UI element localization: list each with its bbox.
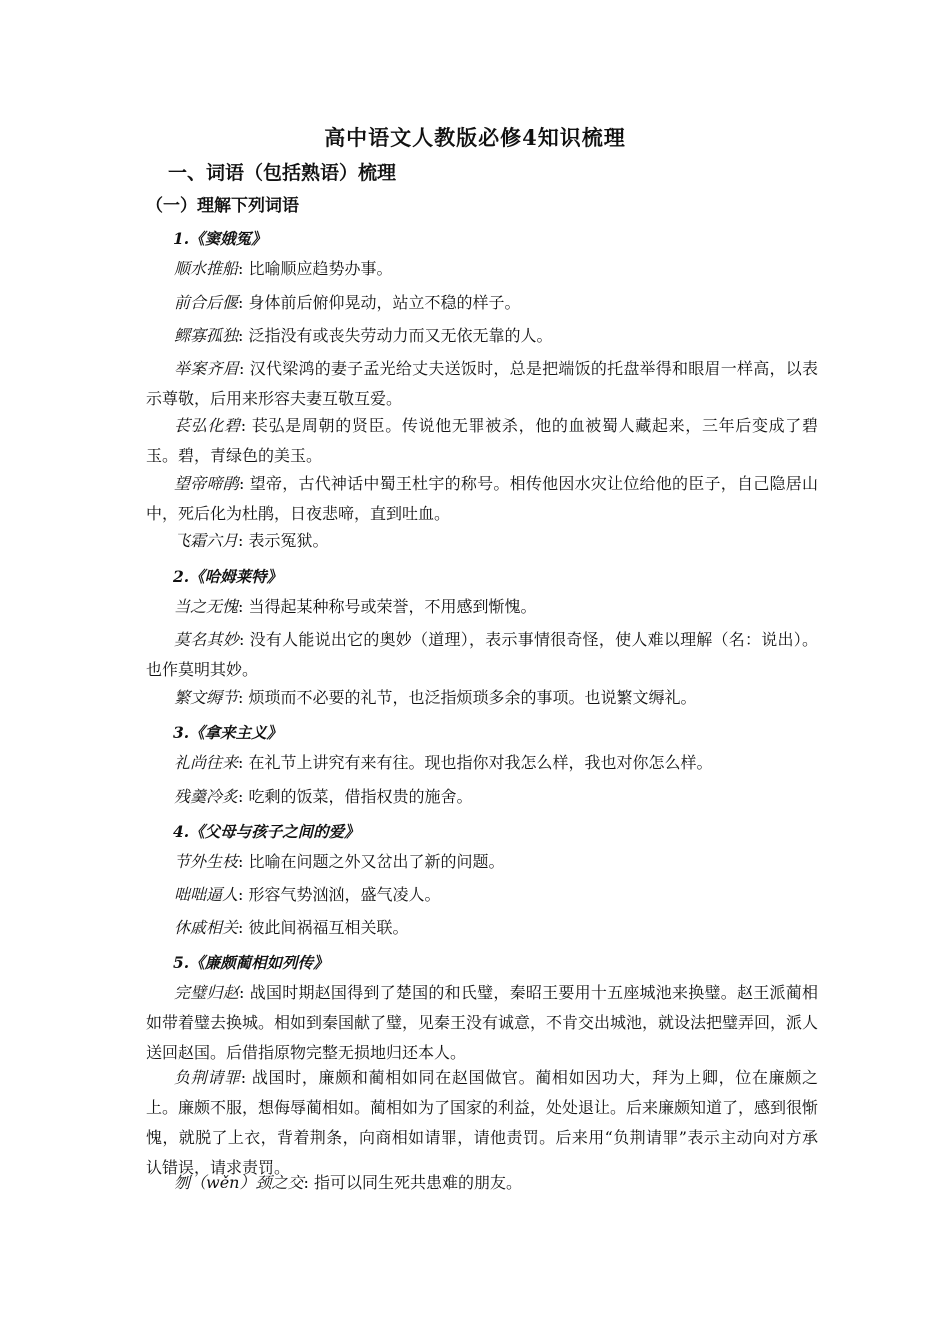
vocab-entry: 飞霜六月: 表示冤狱。 — [174, 531, 329, 550]
entry-term: 莫名其妙 — [174, 630, 239, 649]
entry-term: 顺水推船 — [174, 259, 239, 278]
vocab-entry: 举案齐眉: 汉代梁鸿的妻子孟光给丈夫送饭时，总是把端饭的托盘举得和眼眉一样高，以表示尊敬，后用来形容夫妻互敬互爱。 — [146, 359, 818, 408]
entry-definition: 彼此间祸福互相关联。 — [248, 918, 409, 937]
heading-level-2: （一）理解下列词语 — [146, 196, 299, 216]
vocab-entry: 繁文缛节: 烦琐而不必要的礼节，也泛指烦琐多余的事项。也说繁文缛礼。 — [174, 688, 697, 707]
vocab-entry: 刎（wěn）颈之交: 指可以同生死共患难的朋友。 — [174, 1173, 522, 1192]
section-title-nalai-zhuyi: 3.《拿来主义》 — [173, 723, 283, 742]
entry-term: 刎（wěn）颈之交 — [174, 1173, 304, 1192]
vocab-entry: 礼尚往来: 在礼节上讲究有来有往。现也指你对我怎么样，我也对你怎么样。 — [174, 753, 713, 772]
entry-term: 举案齐眉 — [174, 359, 239, 378]
vocab-entry: 负荆请罪: 战国时，廉颇和蔺相如同在赵国做官。蔺相如因功大，拜为上卿，位在廉颇之上。廉颇不服，想侮辱蔺相如。蔺相如为了国家的利益，处处退让。后来廉颇知道了，感到很惭愧，就脱了上衣，背着荆条，向商相如请罪，请他责罚。后来用“负荆请罪”表示主动向对方承认错误，请求责罚。 — [146, 1068, 819, 1177]
entry-definition: 战国时期赵国得到了楚国的和氏璧，秦昭王要用十五座城池来换璧。赵王派蔺相如带着璧去换城。相如到秦国献了璧，见秦王没有诚意，不肯交出城池，就设法把璧弄回，派人送回赵国。后借指原物完整无损地归还本人。 — [146, 983, 819, 1062]
entry-definition: 战国时，廉颇和蔺相如同在赵国做官。蔺相如因功大，拜为上卿，位在廉颇之上。廉颇不服，想侮辱蔺相如。蔺相如为了国家的利益，处处退让。后来廉颇知道了，感到很惭愧，就脱了上衣，背着荆条，向商相如请罪，请他责罚。后来用“负荆请罪”表示主动向对方承认错误，请求责罚。 — [146, 1068, 819, 1177]
vocab-entry: 苌弘化碧: 苌弘是周朝的贤臣。传说他无罪被杀，他的血被蜀人藏起来，三年后变成了碧玉。碧，青绿色的美玉。 — [146, 416, 818, 465]
entry-term: 飞霜六月 — [174, 531, 239, 550]
vocab-entry: 鳏寡孤独: 泛指没有或丧失劳动力而又无依无靠的人。 — [174, 326, 553, 345]
entry-definition: 在礼节上讲究有来有往。现也指你对我怎么样，我也对你怎么样。 — [248, 753, 713, 772]
entry-definition: 比喻顺应趋势办事。 — [248, 259, 393, 278]
vocab-entry: 莫名其妙: 没有人能说出它的奥妙（道理），表示事情很奇怪，使人难以理解（名：说出）。也作莫明其妙。 — [146, 630, 818, 679]
entry-definition: 汉代梁鸿的妻子孟光给丈夫送饭时，总是把端饭的托盘举得和眼眉一样高，以表示尊敬，后用来形容夫妻互敬互爱。 — [146, 359, 818, 408]
entry-definition: 望帝，古代神话中蜀王杜宇的称号。相传他因水灾让位给他的臣子，自己隐居山中，死后化为杜鹃，日夜悲啼，直到吐血。 — [146, 474, 818, 523]
vocab-entry: 完璧归赵: 战国时期赵国得到了楚国的和氏璧，秦昭王要用十五座城池来换璧。赵王派蔺相如带着璧去换城。相如到秦国献了璧，见秦王没有诚意，不肯交出城池，就设法把璧弄回，派人送回赵国。后借指原物完整无损地归还本人。 — [146, 983, 819, 1062]
entry-term: 前合后偃 — [174, 293, 239, 312]
entry-definition: 没有人能说出它的奥妙（道理），表示事情很奇怪，使人难以理解（名：说出）。也作莫明其妙。 — [146, 630, 818, 679]
vocab-entry: 顺水推船: 比喻顺应趋势办事。 — [174, 259, 393, 278]
vocab-entry: 休戚相关: 彼此间祸福互相关联。 — [174, 918, 409, 937]
entry-definition: 形容气势汹汹，盛气凌人。 — [248, 885, 441, 904]
entry-term: 休戚相关 — [174, 918, 239, 937]
entry-definition: 吃剩的饭菜，借指权贵的施舍。 — [248, 787, 473, 806]
entry-term: 完璧归赵 — [174, 983, 239, 1002]
vocab-entry: 咄咄逼人: 形容气势汹汹，盛气凌人。 — [174, 885, 441, 904]
entry-term: 繁文缛节 — [174, 688, 239, 707]
entry-term: 节外生枝 — [174, 852, 239, 871]
entry-term: 负荆请罪 — [174, 1068, 241, 1087]
entry-definition: 泛指没有或丧失劳动力而又无依无靠的人。 — [248, 326, 553, 345]
entry-definition: 烦琐而不必要的礼节，也泛指烦琐多余的事项。也说繁文缛礼。 — [248, 688, 697, 707]
vocab-entry: 残羹冷炙: 吃剩的饭菜，借指权贵的施舍。 — [174, 787, 473, 806]
entry-term: 残羹冷炙 — [174, 787, 239, 806]
entry-definition: 指可以同生死共患难的朋友。 — [313, 1173, 522, 1192]
section-title-lian-po-lin-xiangru: 5.《廉颇蔺相如列传》 — [173, 953, 329, 972]
entry-definition: 表示冤狱。 — [248, 531, 329, 550]
entry-definition: 当得起某种称号或荣誉，不用感到惭愧。 — [248, 597, 537, 616]
entry-definition: 苌弘是周朝的贤臣。传说他无罪被杀，他的血被蜀人藏起来，三年后变成了碧玉。碧，青绿色的美玉。 — [146, 416, 818, 465]
entry-definition: 身体前后俯仰晃动，站立不稳的样子。 — [248, 293, 521, 312]
section-title-dou-e-yuan: 1.《窦娥冤》 — [173, 229, 267, 248]
vocab-entry: 节外生枝: 比喻在问题之外又岔出了新的问题。 — [174, 852, 505, 871]
entry-term: 礼尚往来 — [174, 753, 239, 772]
entry-term: 苌弘化碧 — [174, 416, 241, 435]
entry-term: 望帝啼鹃 — [174, 474, 239, 493]
heading-level-1: 一、词语（包括熟语）梳理 — [168, 162, 397, 184]
page-title: 高中语文人教版必修4知识梳理 — [324, 125, 626, 150]
entry-definition: 比喻在问题之外又岔出了新的问题。 — [248, 852, 505, 871]
entry-term: 咄咄逼人 — [174, 885, 239, 904]
entry-term: 当之无愧 — [174, 597, 239, 616]
section-title-parents-children-love: 4.《父母与孩子之间的爱》 — [173, 822, 360, 841]
entry-term: 鳏寡孤独 — [174, 326, 239, 345]
vocab-entry: 当之无愧: 当得起某种称号或荣誉，不用感到惭愧。 — [174, 597, 537, 616]
vocab-entry: 望帝啼鹃: 望帝，古代神话中蜀王杜宇的称号。相传他因水灾让位给他的臣子，自己隐居山中，死后化为杜鹃，日夜悲啼，直到吐血。 — [146, 474, 818, 523]
vocab-entry: 前合后偃: 身体前后俯仰晃动，站立不稳的样子。 — [174, 293, 521, 312]
section-title-hamlet: 2.《哈姆莱特》 — [173, 567, 283, 586]
